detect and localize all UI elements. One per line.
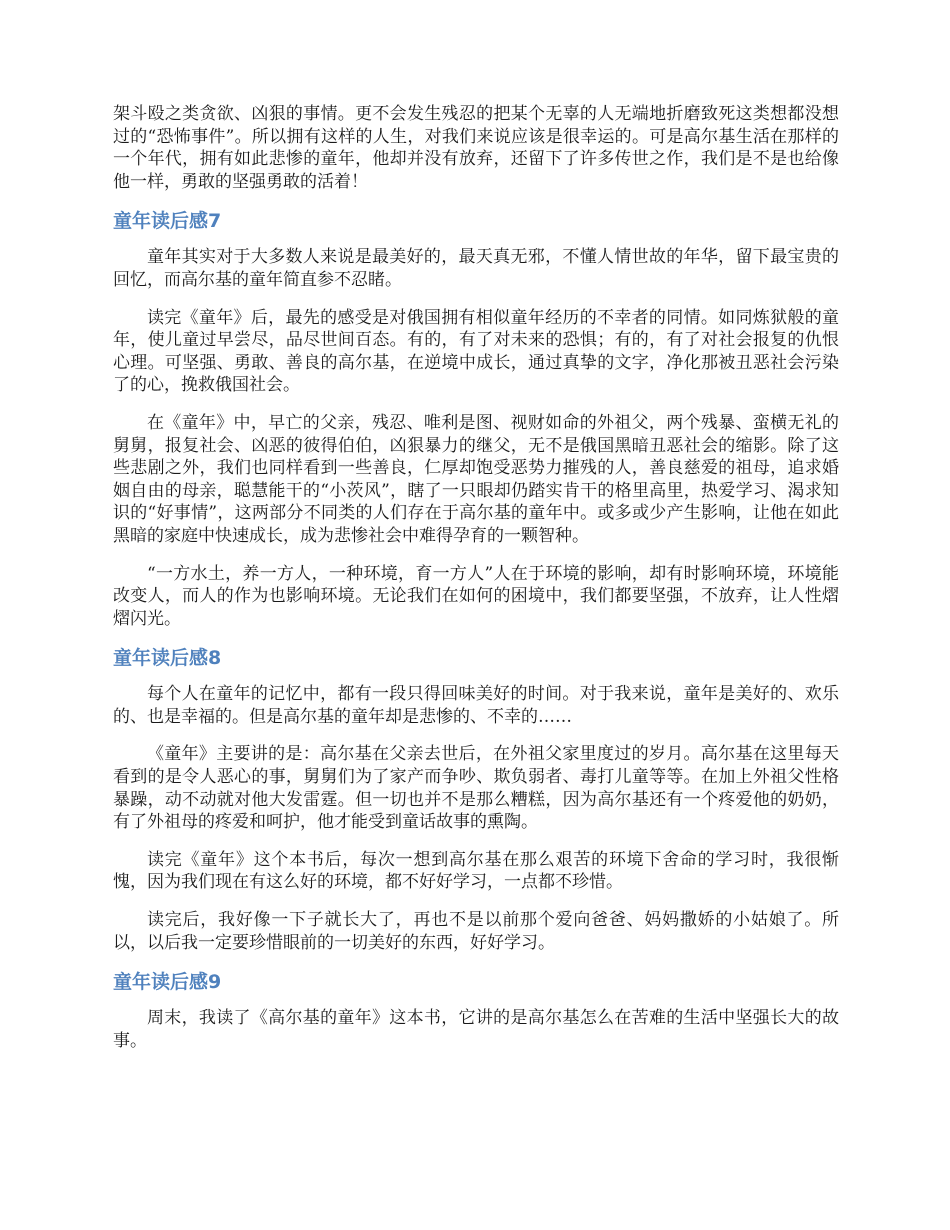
paragraph: 读完《童年》这个本书后，每次一想到高尔基在那么艰苦的环境下舍命的学习时，我很惭愧，因为我们现在有这么好的环境，都不好好学习，一点都不珍惜。 <box>113 849 839 893</box>
paragraph: 架斗殴之类贪欲、凶狠的事情。更不会发生残忍的把某个无辜的人无端地折磨致死这类想都没想过的“恐怖事件”。所以拥有这样的人生，对我们来说应该是很幸运的。可是高尔基生活在那样的一个年代，拥有如此悲惨的童年，他却并没有放弃，还留下了许多传世之作，我们是不是也给像他一样，勇敢的坚强勇敢的活着！ <box>113 104 839 192</box>
document-page <box>113 103 839 1067</box>
section-heading-7: 童年读后感7 <box>113 210 222 233</box>
paragraph: 《童年》主要讲的是：高尔基在父亲去世后，在外祖父家里度过的岁月。高尔基在这里每天看到的是令人恶心的事，舅舅们为了家产而争吵、欺负弱者、毒打儿童等等。在加上外祖父性格暴躁，动不动就对他大发雷霆。但一切也并不是那么糟糕，因为高尔基还有一个疼爱他的奶奶，有了外祖母的疼爱和呵护，他才能受到童话故事的熏陶。 <box>113 744 839 833</box>
paragraph: 在《童年》中，早亡的父亲，残忍、唯利是图、视财如命的外祖父，两个残暴、蛮横无礼的舅舅，报复社会、凶恶的彼得伯伯，凶狠暴力的继父，无不是俄国黑暗丑恶社会的缩影。除了这些悲剧之外，我们也同样看到一些善良，仁厚却饱受恶势力摧残的人，善良慈爱的祖母，追求婚姻自由的母亲，聪慧能干的“小茨风”，瞎了一只眼却仍踏实肯干的格里高里，热爱学习、渴求知识的“好事情”，这两部分不同类的人们存在于高尔基的童年中。或多或少产生影响，让他在如此黑暗的家庭中快速成长，成为悲惨社会中难得孕育的一颗智种。 <box>113 412 839 546</box>
section-heading-8: 童年读后感8 <box>113 647 222 670</box>
paragraph: 读完《童年》后，最先的感受是对俄国拥有相似童年经历的不幸者的同情。如同炼狱般的童年，使儿童过早尝尽，品尽世间百态。有的，有了对未来的恐惧；有的，有了对社会报复的仇恨心理。可坚强、勇敢、善良的高尔基，在逆境中成长，通过真挚的文字，净化那被丑恶社会污染了的心，挽救俄国社会。 <box>113 307 839 396</box>
paragraph: 周末，我读了《高尔基的童年》这本书，它讲的是高尔基怎么在苦难的生活中坚强长大的故事。 <box>113 1008 839 1051</box>
paragraph: “一方水土，养一方人，一种环境，育一方人”人在于环境的影响，却有时影响环境，环境能改变人，而人的作为也影响环境。无论我们在如何的困境中，我们都要坚强，不放弃，让人性熠熠闪光。 <box>113 563 839 629</box>
section-heading-9: 童年读后感9 <box>113 971 222 994</box>
paragraph: 读完后，我好像一下子就长大了，再也不是以前那个爱向爸爸、妈妈撒娇的小姑娘了。所以，以后我一定要珍惜眼前的一切美好的东西，好好学习。 <box>113 910 839 953</box>
paragraph: 每个人在童年的记忆中，都有一段只得回味美好的时间。对于我来说，童年是美好的、欢乐的、也是幸福的。但是高尔基的童年却是悲惨的、不幸的…… <box>113 684 839 727</box>
paragraph: 童年其实对于大多数人来说是最美好的，最天真无邪，不懂人情世故的年华，留下最宝贵的回忆，而高尔基的童年简直参不忍睹。 <box>113 247 839 290</box>
